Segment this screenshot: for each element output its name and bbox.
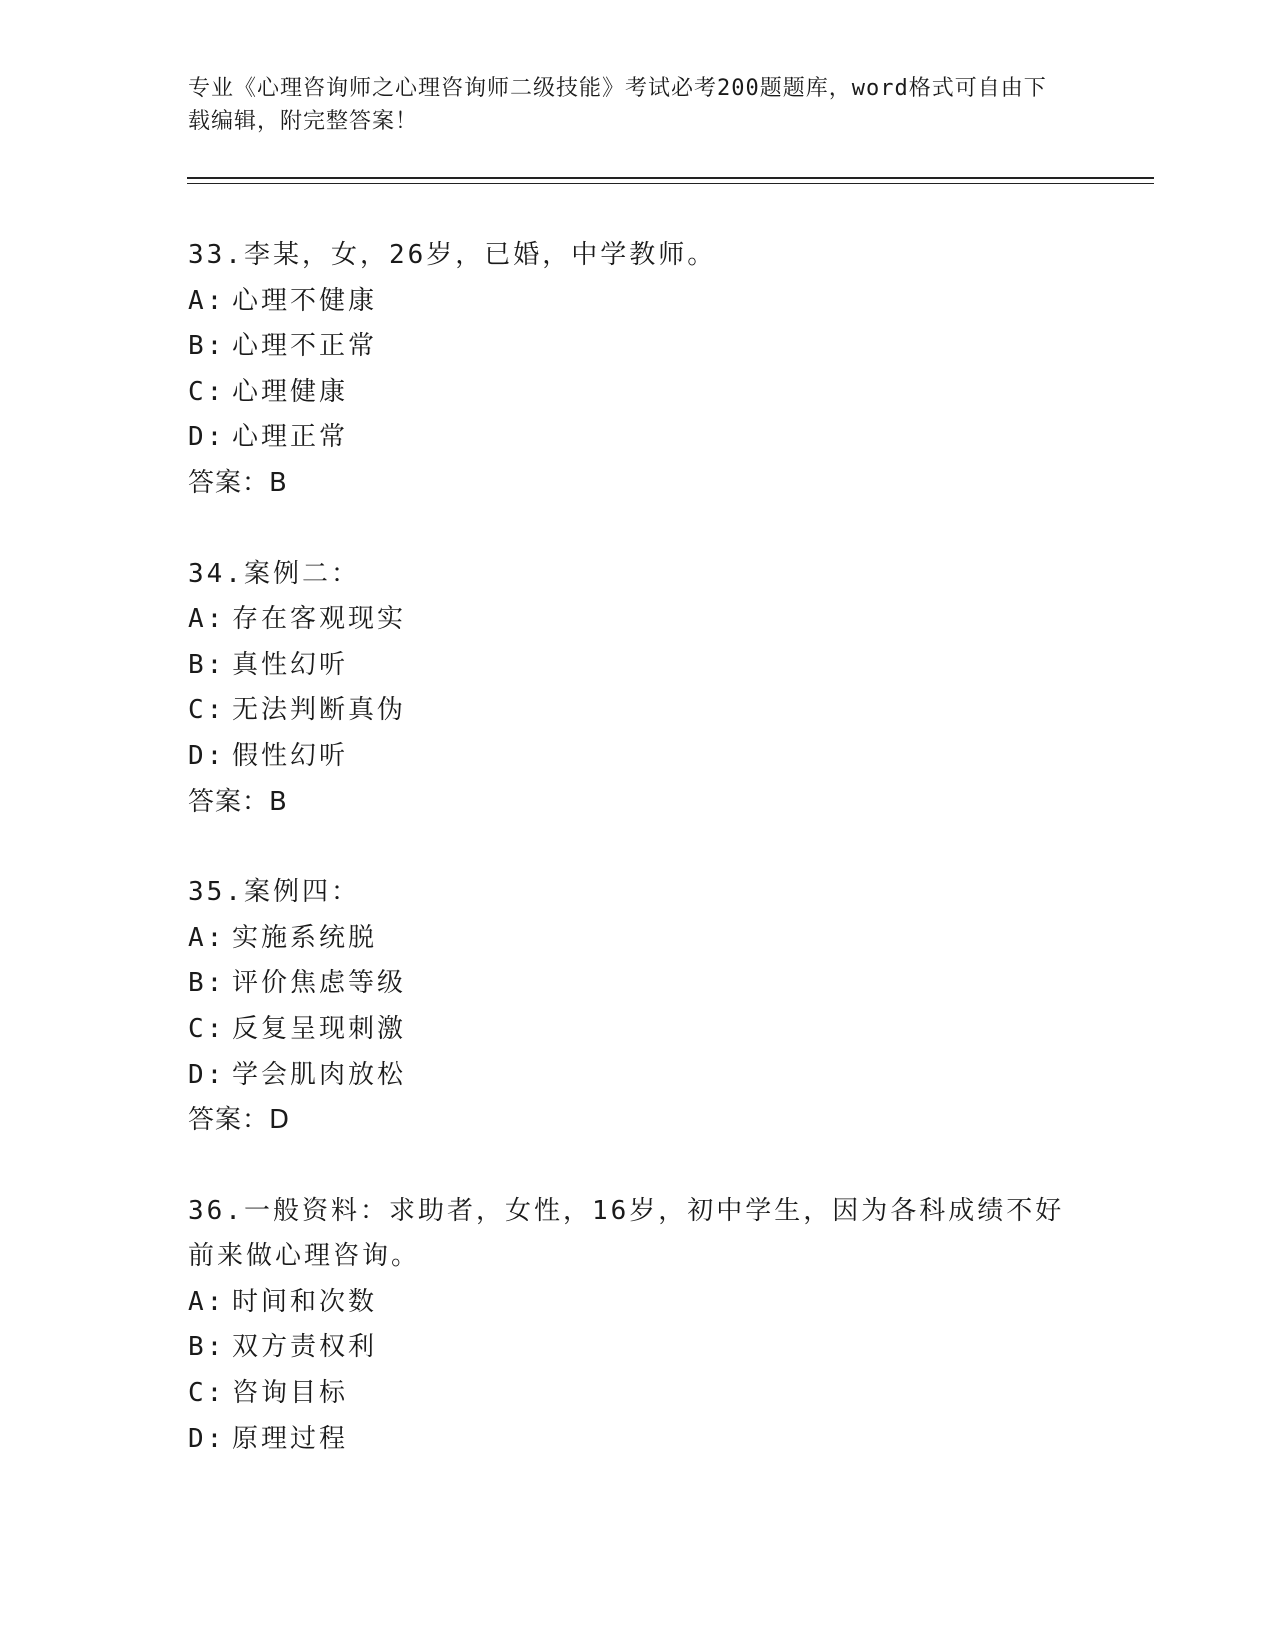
option-letter: C: [188, 695, 226, 726]
option-text: 评价焦虑等级 [232, 968, 407, 999]
option-letter: A: [188, 922, 226, 953]
option-text: 真性幻听 [232, 649, 349, 680]
question-list [188, 233, 1088, 1507]
answer-line: 答案：D [188, 1105, 291, 1136]
option-a [188, 1280, 1088, 1326]
option-b [188, 961, 1088, 1007]
option-text: 咨询目标 [232, 1378, 349, 1409]
option-text: 反复呈现刺激 [232, 1013, 407, 1044]
option-a [188, 916, 1088, 962]
option-text: 心理不正常 [232, 331, 378, 362]
option-text: 原理过程 [232, 1423, 349, 1454]
question-33 [188, 233, 1088, 507]
option-text: 存在客观现实 [232, 604, 407, 635]
question-stem: 33.李某，女，26岁，已婚，中学教师。 [188, 240, 717, 270]
option-letter: A: [188, 604, 226, 635]
question-35 [188, 870, 1088, 1144]
option-letter: C: [188, 376, 226, 407]
option-letter: C: [188, 1378, 226, 1409]
option-letter: B: [188, 649, 226, 680]
option-b [188, 643, 1088, 689]
option-b [188, 324, 1088, 370]
question-stem: 34.案例二： [188, 558, 360, 589]
option-a [188, 597, 1088, 643]
option-text: 双方责权利 [232, 1332, 378, 1363]
answer-line: 答案：B [188, 467, 288, 498]
option-c [188, 688, 1088, 734]
option-text: 时间和次数 [232, 1286, 378, 1317]
question-stem: 35.案例四： [188, 877, 360, 908]
option-text: 心理正常 [232, 422, 349, 453]
option-letter: D: [188, 422, 226, 453]
question-stem: 36.一般资料：求助者，女性，16岁，初中学生，因为各科成绩不好前来做心理咨询。 [188, 1195, 1065, 1272]
option-text: 无法判断真伪 [232, 695, 407, 726]
option-letter: D: [188, 1423, 226, 1454]
option-letter: C: [188, 1013, 226, 1044]
option-letter: D: [188, 740, 226, 771]
option-letter: B: [188, 968, 226, 999]
answer-line: 答案：B [188, 786, 288, 817]
option-d [188, 1053, 1088, 1099]
option-letter: A: [188, 1286, 226, 1317]
option-c [188, 1371, 1088, 1417]
header-divider-thick [187, 177, 1154, 179]
option-d [188, 734, 1088, 780]
option-c [188, 1007, 1088, 1053]
header-text: 专业《心理咨询师之心理咨询师二级技能》考试必考200题题库，word格式可自由下载编辑，附完整答案！ [188, 76, 1047, 134]
question-36 [188, 1189, 1088, 1463]
question-34 [188, 552, 1088, 826]
option-d [188, 415, 1088, 461]
option-letter: B: [188, 1332, 226, 1363]
header-divider-thin [187, 183, 1154, 184]
option-text: 实施系统脱 [232, 922, 378, 953]
option-text: 心理不健康 [232, 285, 378, 316]
option-letter: D: [188, 1059, 226, 1090]
option-text: 心理健康 [232, 376, 349, 407]
option-text: 学会肌肉放松 [232, 1059, 407, 1090]
option-text: 假性幻听 [232, 740, 349, 771]
option-a [188, 279, 1088, 325]
option-d [188, 1417, 1088, 1463]
option-letter: B: [188, 331, 226, 362]
option-b [188, 1325, 1088, 1371]
option-letter: A: [188, 285, 226, 316]
option-c [188, 370, 1088, 416]
